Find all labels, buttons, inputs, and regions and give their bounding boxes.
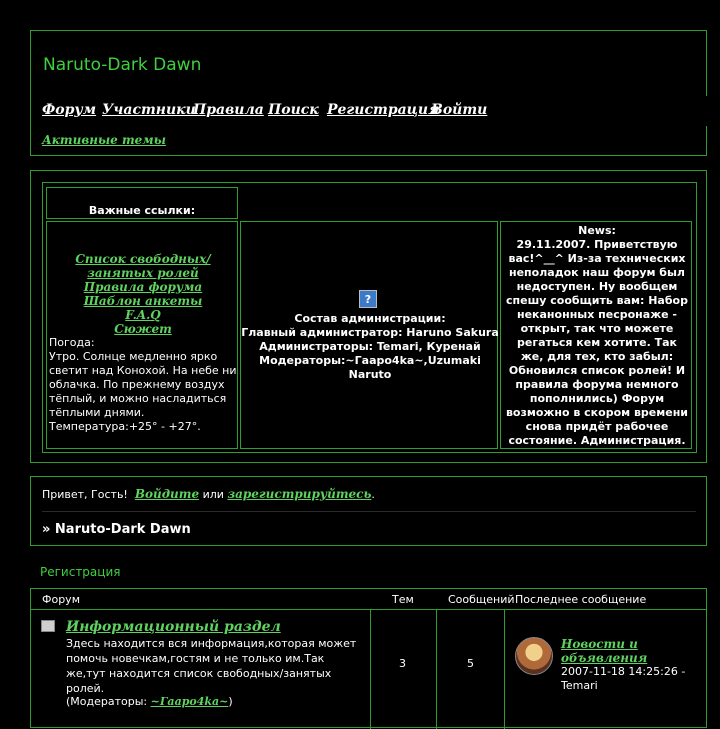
register-link[interactable]: зарегистрируйтесь <box>227 487 372 501</box>
header-divider <box>31 609 706 610</box>
moderator-link[interactable]: ~Гааро4ka~ <box>150 695 229 708</box>
avatar[interactable] <box>515 637 553 675</box>
news-heading: News: <box>578 224 616 237</box>
weather-text: Утро. Солнце медленно ярко светит над Конохой. На небе ни облачка. По прежнему воздух тёплый, и можно насладиться тёплыми днями. <box>49 350 237 419</box>
forum-table <box>30 588 707 728</box>
nav-register[interactable]: Регистрация <box>327 102 440 118</box>
info-table <box>42 182 697 453</box>
main-nav <box>31 96 720 126</box>
col-forum: Форум <box>42 593 80 606</box>
col-divider <box>370 609 371 729</box>
administration-cell <box>240 221 498 449</box>
nav-login[interactable]: Войти <box>431 102 488 118</box>
col-topics: Тем <box>392 593 414 606</box>
news-text: 29.11.2007. Приветствую вас!^__^ Из-за технических неполадок наш форум был недоступен. Ну вообщем спешу сообщить вам: Набор неканонных песронаже - открыт, так что можете регаться кем хотите. Так же, для тех, кто забыл: Обновился список ролей! И правила форума немного пополнились) Форум возможно в скором времени снова придёт рабочее состояние. Администрация. <box>505 238 689 447</box>
nav-forum[interactable]: Форум <box>42 102 97 118</box>
header-panel <box>30 30 707 156</box>
mods-prefix: (Модераторы: <box>66 695 151 708</box>
admins-list: Администраторы: Temari, Куренай <box>259 340 481 353</box>
link-profile-template[interactable]: Шаблон анкеты <box>83 294 203 308</box>
help-icon: ? <box>359 290 377 308</box>
news-block <box>505 224 689 448</box>
posts-count: 5 <box>467 657 474 670</box>
link-plot[interactable]: Сюжет <box>114 322 172 336</box>
admin-main: Главный администратор: Haruno Sakura <box>241 326 499 339</box>
col-posts: Сообщений <box>448 593 515 606</box>
temperature-text: Температура:+25° - +27°. <box>49 420 201 433</box>
link-forum-rules[interactable]: Правила форума <box>83 280 203 294</box>
divider <box>42 511 696 512</box>
nav-search[interactable]: Поиск <box>268 102 319 118</box>
link-faq[interactable]: F.A.Q <box>125 308 161 322</box>
category-title: Регистрация <box>40 565 121 579</box>
guest-greeting: Привет, Гость! <box>42 488 128 501</box>
nav-rules[interactable]: Правила <box>193 102 264 118</box>
important-links-heading: Важные ссылки: <box>46 187 238 219</box>
moderators-list: Модераторы:~Гааро4ka~,Uzumaki Naruto <box>259 354 481 381</box>
forum-name-link[interactable]: Информационный раздел <box>66 619 281 635</box>
last-post-title[interactable]: Новости и объявления <box>561 637 648 665</box>
admin-heading: Состав администрации: <box>294 312 446 325</box>
col-last-post: Последнее сообщение <box>515 593 647 606</box>
topics-count: 3 <box>399 657 406 670</box>
links-cell <box>46 221 238 449</box>
link-roles-list[interactable]: Список свободных/занятых ролей <box>75 252 211 280</box>
forum-status-icon <box>41 620 55 632</box>
login-link[interactable]: Войдите <box>134 487 200 501</box>
welcome-panel <box>30 476 707 546</box>
news-cell <box>500 221 692 449</box>
last-post-author: Temari <box>561 679 598 692</box>
welcome-line <box>42 487 375 501</box>
last-post-meta <box>561 665 685 693</box>
or-text: или <box>202 488 224 501</box>
nav-members[interactable]: Участники <box>102 102 196 118</box>
administration-text <box>241 312 499 382</box>
period-text: . <box>371 488 375 501</box>
col-divider <box>504 609 505 729</box>
col-divider <box>436 609 437 729</box>
weather-block <box>49 336 239 434</box>
site-title: Naruto-Dark Dawn <box>43 55 202 75</box>
weather-label: Погода: <box>49 336 95 349</box>
info-panel <box>30 170 707 463</box>
last-post-date: 2007-11-18 14:25:26 - <box>561 665 686 678</box>
mods-suffix: ) <box>228 695 233 708</box>
forum-moderators <box>66 695 233 708</box>
last-post-link[interactable] <box>561 637 701 665</box>
active-topics-link[interactable]: Активные темы <box>42 133 166 147</box>
forum-description: Здесь находится вся информация,которая может помочь новечкам,гостям и не только им.Так же,тут находится список свободных/занятых ролей. <box>66 637 357 695</box>
important-links-list <box>47 252 239 336</box>
breadcrumb: » Naruto-Dark Dawn <box>42 522 191 537</box>
